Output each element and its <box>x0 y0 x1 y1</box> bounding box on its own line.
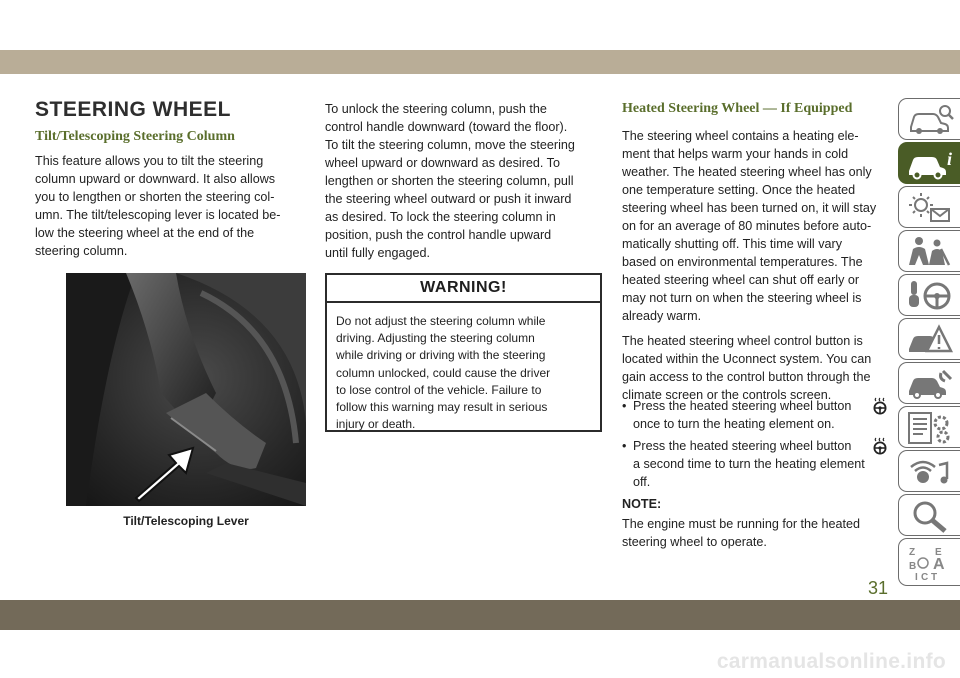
header-band <box>0 50 960 74</box>
text-line: already warm. <box>622 309 702 323</box>
column-middle <box>325 100 604 262</box>
text-line: a second time to turn the heating element <box>633 457 865 471</box>
tilt-lever-photo <box>66 273 306 506</box>
tab-car-info[interactable] <box>898 142 960 184</box>
text-line: steering column. <box>35 244 128 258</box>
text-line: based on environmental temperatures. The <box>622 255 863 269</box>
column-right <box>622 101 890 404</box>
heated-heading: Heated Steering Wheel — If Equipped <box>622 101 853 116</box>
svg-text:E: E <box>935 547 942 558</box>
note-label: NOTE: <box>622 497 662 511</box>
text-line: matically shutting off. This time will vary <box>622 237 842 251</box>
text-line: Do not adjust the steering column while <box>336 314 546 328</box>
car-info-icon <box>905 147 955 181</box>
text-line: heated steering wheel can shut off early or <box>622 273 860 287</box>
index-icon <box>905 543 955 583</box>
tilt-intro <box>35 152 305 260</box>
section-title: STEERING WHEEL <box>35 98 232 121</box>
heated-steering-wheel-icon <box>872 437 888 455</box>
text-line: to lose control of the vehicle. Failure to <box>336 382 542 397</box>
heated-para2 <box>622 332 890 404</box>
text-line: This feature allows you to tilt the steering <box>35 154 264 168</box>
svg-text:C: C <box>921 572 929 583</box>
text-line: gain access to the control button through the <box>622 370 871 384</box>
text-line: climate screen or the controls screen. <box>622 388 832 402</box>
text-line: low the steering wheel at the end of the <box>35 226 255 240</box>
warning-box <box>325 273 602 432</box>
text-line: may not turn on when the steering wheel is <box>622 291 862 305</box>
svg-text:i: i <box>947 149 953 169</box>
text-line: weather. The heated steering wheel has only <box>622 165 872 179</box>
text-line: steering wheel has been turned on, it will stay <box>622 201 877 215</box>
text-line: until fully engaged. <box>325 246 431 260</box>
text-line: once to turn the heating element on. <box>633 417 835 431</box>
tab-car-inspection[interactable] <box>898 98 960 140</box>
svg-text:I: I <box>915 572 918 583</box>
text-line: To tilt the steering column, move the steering <box>325 138 575 152</box>
car-inspection-icon <box>905 103 955 137</box>
servicing-icon <box>905 367 955 401</box>
tab-starting-driving[interactable] <box>898 274 960 316</box>
text-line: follow this warning may result in serious <box>336 400 548 415</box>
starting-driving-icon <box>905 279 955 313</box>
tab-index[interactable] <box>898 538 960 586</box>
text-line: while driving or driving with the steering <box>336 348 546 363</box>
text-line: you to lengthen or shorten the steering col- <box>35 190 275 204</box>
text-line: as desired. To lock the steering column in <box>325 210 556 224</box>
text-line: column unlocked, could cause the driver <box>336 365 551 380</box>
tab-customer-assistance[interactable] <box>898 494 960 536</box>
text-line: lengthen or shorten the steering column, pull <box>325 174 574 188</box>
warning-body <box>327 303 600 433</box>
text-line: located within the Uconnect system. You can <box>622 352 872 366</box>
text-line: on for an average of 80 minutes before auto- <box>622 219 872 233</box>
bullet-dot: • <box>622 399 627 413</box>
specifications-icon <box>905 411 955 445</box>
text-line: off. <box>633 475 651 489</box>
text-line: Press the heated steering wheel button <box>633 439 852 453</box>
svg-text:B: B <box>909 561 917 572</box>
text-line: The heated steering wheel control button is <box>622 334 863 348</box>
warning-title: WARNING! <box>327 275 600 303</box>
page-number: 31 <box>867 578 889 598</box>
text-line: To unlock the steering column, push the <box>325 102 547 116</box>
bullet-dot: • <box>622 439 627 453</box>
tab-warning-lights[interactable] <box>898 186 960 228</box>
footer-band <box>0 600 960 630</box>
text-line: ment that helps warm your hands in cold <box>622 147 849 161</box>
customer-assistance-icon <box>905 499 955 533</box>
svg-text:Z: Z <box>909 547 916 558</box>
text-line: The steering wheel contains a heating ele- <box>622 129 859 143</box>
text-line: driving. Adjusting the steering column <box>336 331 535 346</box>
text-line: injury or death. <box>336 417 416 432</box>
text-line: position, push the control handle upward <box>325 228 552 242</box>
tab-servicing[interactable] <box>898 362 960 404</box>
text-line: steering wheel to operate. <box>622 535 767 549</box>
svg-text:A: A <box>933 556 945 573</box>
tab-multimedia[interactable] <box>898 450 960 492</box>
svg-text:T: T <box>931 572 938 583</box>
warning-lights-icon <box>905 191 955 225</box>
tab-specifications[interactable] <box>898 406 960 448</box>
bullet-item <box>622 397 890 433</box>
text-line: umn. The tilt/telescoping lever is located be- <box>35 208 281 222</box>
text-line: the steering wheel outward or push it inward <box>325 192 572 206</box>
tab-emergency[interactable] <box>898 318 960 360</box>
heated-steering-wheel-icon <box>872 397 888 415</box>
emergency-icon <box>905 323 955 357</box>
safety-occupant-icon <box>905 235 955 269</box>
text-line: The engine must be running for the heated <box>622 517 861 531</box>
text-line: control handle downward (toward the floor). <box>325 120 568 134</box>
note-text <box>622 515 890 551</box>
text-line: one temperature setting. Once the heated <box>622 183 856 197</box>
tilt-heading: Tilt/Telescoping Steering Column <box>35 129 235 144</box>
watermark-text: carmanualsonline.info <box>716 650 946 673</box>
text-line: Press the heated steering wheel button <box>633 399 852 413</box>
column-left <box>35 98 305 260</box>
text-line: column upward or downward. It also allows <box>35 172 276 186</box>
tab-safety[interactable] <box>898 230 960 272</box>
bullet-item <box>622 437 890 491</box>
figure-caption: Tilt/Telescoping Lever <box>123 514 249 528</box>
text-line: wheel upward or downward as desired. To <box>325 156 560 170</box>
heated-para1 <box>622 127 890 325</box>
multimedia-icon <box>905 455 955 489</box>
